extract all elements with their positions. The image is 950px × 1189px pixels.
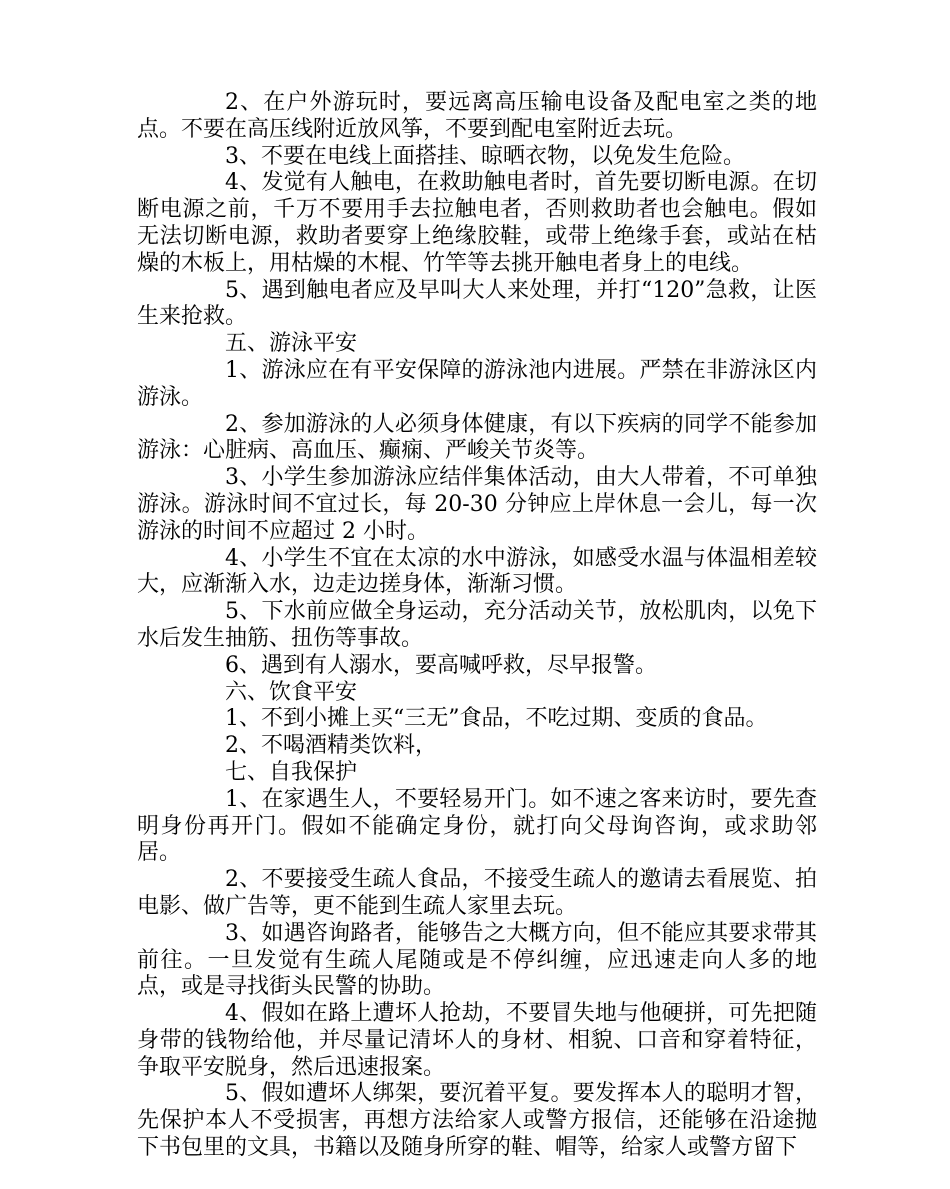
paragraph: 4、小学生不宜在太凉的水中游泳，如感受水温与体温相差较大，应渐渐入水，边走边搓身体，渐渐习惯。 [137,545,817,598]
paragraph: 2、不要接受生疏人食品，不接受生疏人的邀请去看展览、拍电影、做广告等，更不能到生疏人家里去玩。 [137,867,817,919]
paragraph: 4、假如在路上遭坏人抢劫，不要冒失地与他硬拼，可先把随身带的钱物给他，并尽量记清坏人的身材、相貌、口音和穿着特征，争取平安脱身，然后迅速报案。 [137,1001,817,1080]
paragraph: 5、假如遭坏人绑架，要沉着平复。要发挥本人的聪明才智，先保护本人不受损害，再想方法给家人或警方报信，还能够在沿途抛下书包里的文具，书籍以及随身所穿的鞋、帽等，给家人或警方留下 [137,1081,817,1161]
paragraph: 5、下水前应做全身运动，充分活动关节，放松肌肉，以免下水后发生抽筋、扭伤等事故。 [137,599,817,651]
paragraph: 5、遇到触电者应及早叫大人来处理，并打“120”急救，让医生来抢救。 [137,277,817,330]
paragraph: 1、在家遇生人，不要轻易开门。如不速之客来访时，要先查明身份再开门。假如不能确定身份，就打向父母询咨询，或求助邻居。 [137,786,817,866]
paragraph: 6、遇到有人溺水，要高喊呼救，尽早报警。 [225,652,657,678]
paragraph: 1、不到小摊上买“三无”食品，不吃过期、变质的食品。 [225,706,768,732]
section-heading: 五、游泳平安 [225,331,358,357]
paragraph: 2、参加游泳的人必须身体健康，有以下疾病的同学不能参加游泳：心脏病、高血压、癫痫、严峻关节炎等。 [137,411,817,464]
paragraph: 3、不要在电线上面搭挂、晾晒衣物，以免发生危险。 [225,143,745,169]
paragraph: 3、如遇咨询路者，能够告之大概方向，但不能应其要求带其前往。一旦发觉有生疏人尾随或是不停纠缠，应迅速走向人多的地点，或是寻找街头民警的协助。 [137,920,817,1000]
section-heading: 七、自我保护 [225,759,358,785]
paragraph: 1、游泳应在有平安保障的游泳池内进展。严禁在非游泳区内游泳。 [137,357,817,410]
paragraph: 3、小学生参加游泳应结伴集体活动，由大人带着，不可单独游泳。游泳时间不宜过长，每 20-30 分钟应上岸休息一会儿，每一次游泳的时间不应超过 2 小时。 [137,465,817,544]
paragraph: 4、发觉有人触电，在救助触电者时，首先要切断电源。在切断电源之前，千万不要用手去拉触电者，否则救助者也会触电。假如无法切断电源，救助者要穿上绝缘胶鞋，或带上绝缘手套，或站在枯燥的木板上，用枯燥的木棍、竹竿等去挑开触电者身上的电线。 [137,170,817,276]
paragraph: 2、不喝酒精类饮料， [225,733,437,759]
section-heading: 六、饮食平安 [225,679,358,705]
document-body [137,90,817,1162]
paragraph: 2、在户外游玩时，要远离高压输电设备及配电室之类的地点。不要在高压线附近放风筝，不要到配电室附近去玩。 [137,90,817,142]
